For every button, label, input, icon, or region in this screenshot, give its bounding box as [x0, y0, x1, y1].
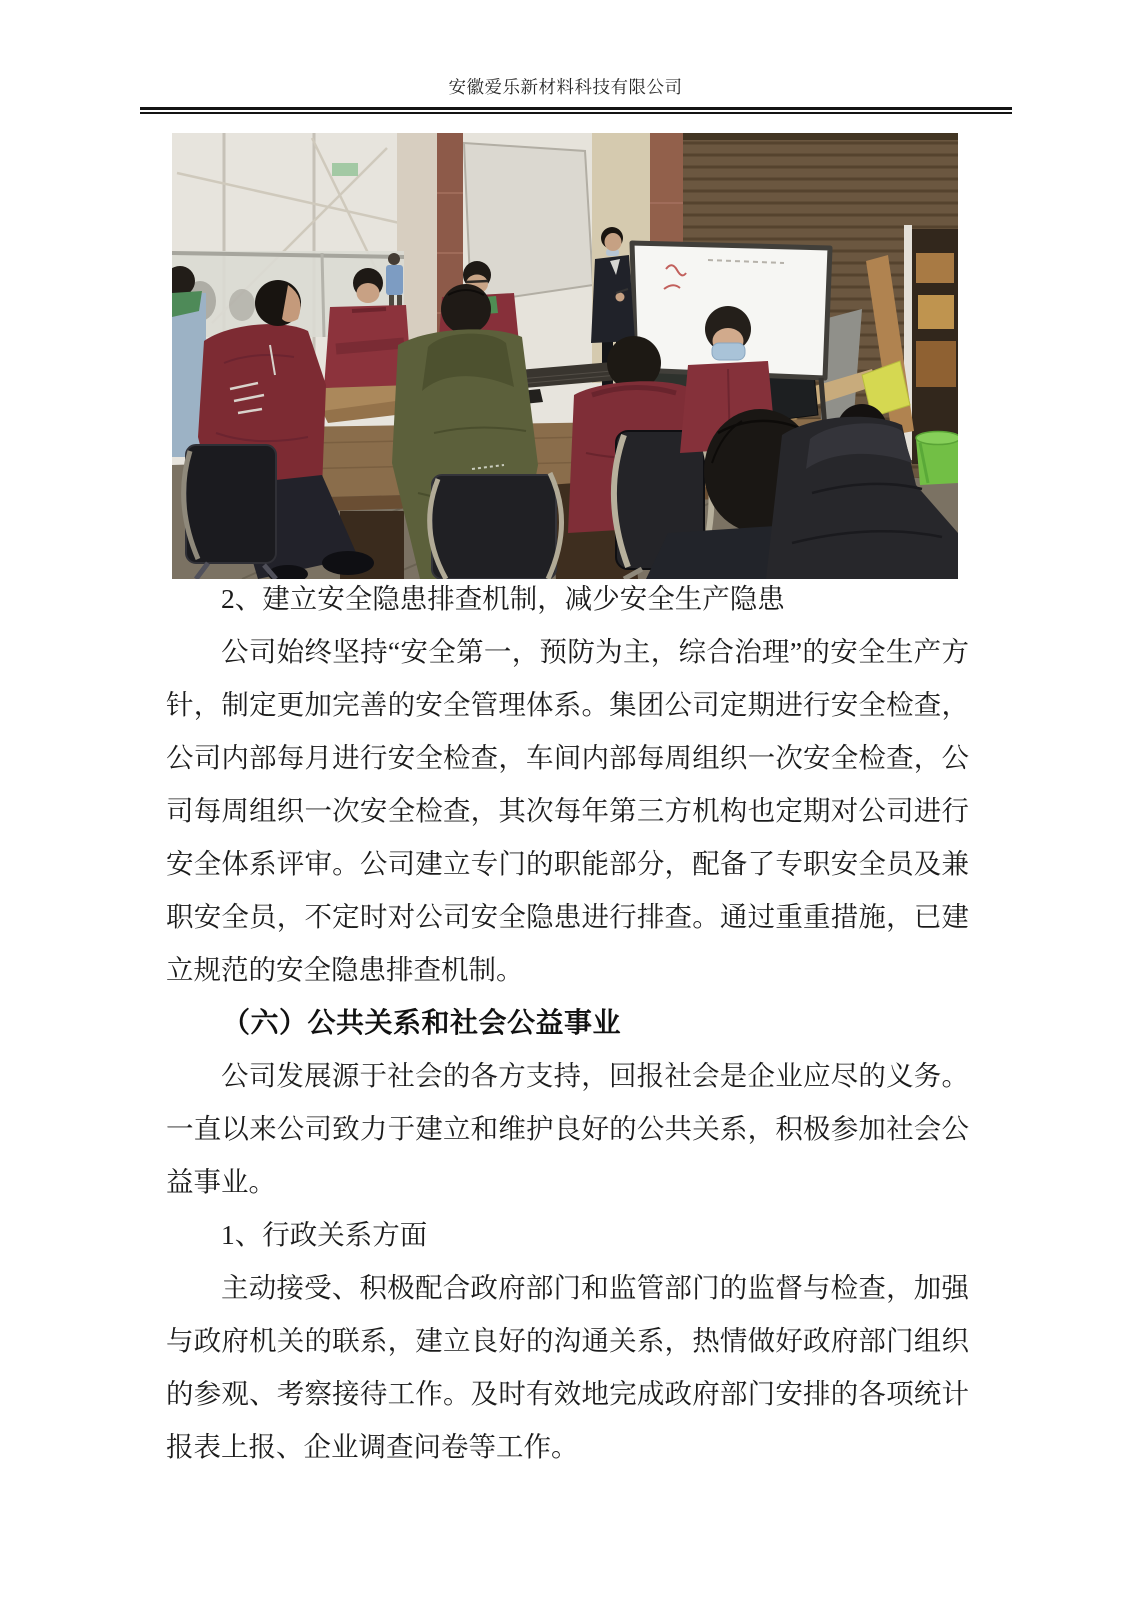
paragraph-government-liaison: 主动接受、积极配合政府部门和监管部门的监督与检查，加强与政府机关的联系，建立良好的沟通关系，热情做好政府部门组织的参观、考察接待工作。及时有效地完成政府部门安排的各项统计报表上报、企业调查问卷等工作。: [166, 1272, 969, 1462]
face-mask: [712, 343, 745, 360]
subheading-administrative: 1、行政关系方面: [221, 1219, 428, 1250]
paragraph-safety-policy: 公司始终坚持“安全第一，预防为主，综合治理”的安全生产方针，制定更加完善的安全管理体系。集团公司定期进行安全检查，公司内部每月进行安全检查，车间内部每周组织一次安全检查，公司每周组织一次安全检查，其次每年第三方机构也定期对公司进行安全体系评审。公司建立专门的职能部分，配备了专职安全员及兼职安全员，不定时对公司安全隐患进行排查。通过重重措施，已建立规范的安全隐患排查机制。: [166, 636, 969, 985]
office-chair-middle: [430, 473, 562, 579]
header-rule: [140, 107, 1012, 114]
subheading-safety-mechanism: 2、建立安全隐患排查机制，减少安全生产隐患: [221, 583, 785, 614]
green-bucket: [916, 432, 958, 486]
header-rule-thick-line: [140, 107, 1012, 110]
document-body: [166, 572, 969, 1473]
heading-public-relations: （六）公共关系和社会公益事业: [222, 1007, 622, 1038]
page-header-company-name: 安徽爱乐新材料科技有限公司: [448, 77, 683, 97]
header-rule-thin-line: [140, 112, 1012, 114]
exit-sign: [332, 163, 358, 176]
paragraph-social-support: 公司发展源于社会的各方支持，回报社会是企业应尽的义务。一直以来公司致力于建立和维护良好的公共关系，积极参加社会公益事业。: [166, 1060, 969, 1197]
office-chair-left: [184, 445, 276, 579]
meeting-photo: [172, 133, 958, 579]
